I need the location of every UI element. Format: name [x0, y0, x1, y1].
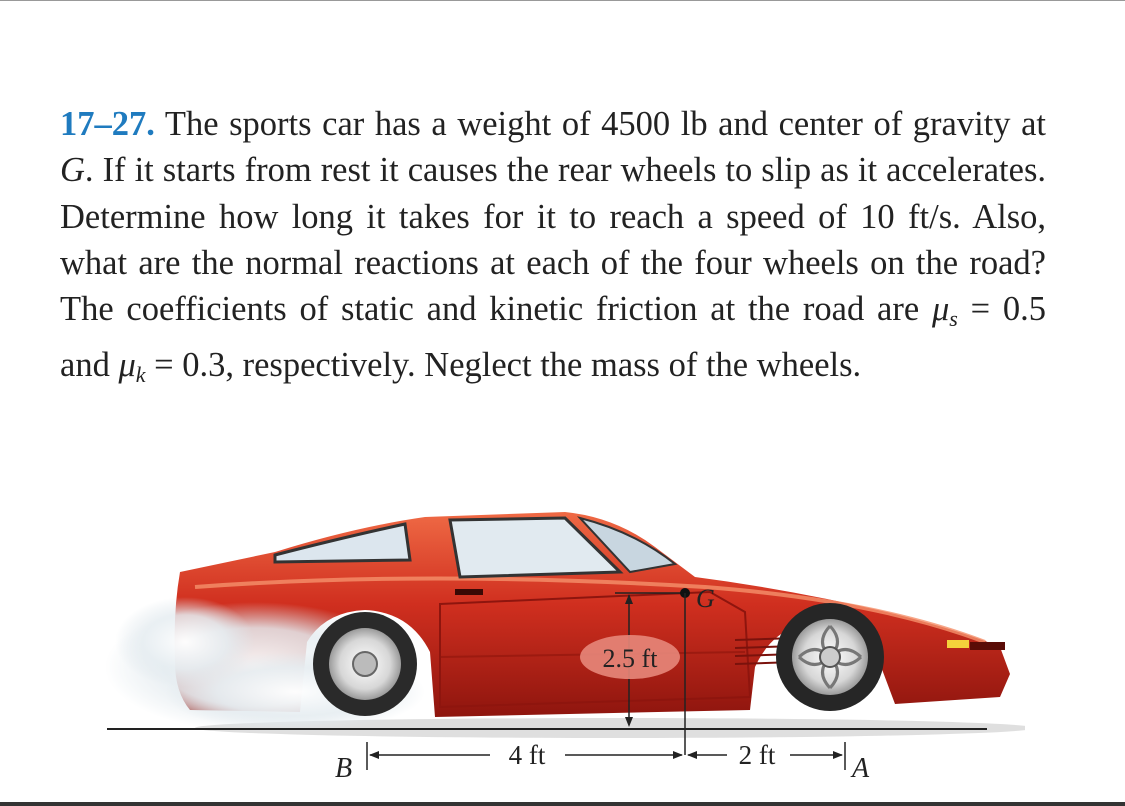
front-grille [970, 642, 1005, 650]
dimension-left-label: 4 ft [508, 740, 546, 770]
sports-car-figure [95, 492, 1025, 792]
point-b-label: B [335, 753, 353, 784]
top-rule [0, 0, 1125, 1]
problem-text-part-2: . If it starts from rest it causes the rear wheels to slip as it accelerates. Determine how long it takes for it to reach a speed of 10 ft/s. Also, what are the normal reactions at each of the four wheels on the road? The coefficients of static and kinetic friction at the road are [60, 151, 1046, 329]
mu-k-value: = 0.3, respectively. Neglect the mass of the wheels. [145, 346, 862, 385]
rear-wheel [313, 612, 417, 716]
point-a-label: A [852, 753, 870, 784]
front-signal-light [947, 640, 969, 648]
dimension-right-label: 2 ft [738, 740, 776, 770]
mu-s-symbol: μ [931, 290, 950, 329]
mu-k-symbol: μ [118, 346, 136, 385]
mu-k-subscript: k [135, 362, 146, 388]
height-label: 2.5 ft [602, 644, 658, 673]
mu-s-subscript: s [949, 306, 958, 332]
front-wheel [776, 603, 884, 711]
center-of-gravity-symbol: G [60, 151, 85, 190]
problem-text-part-1: The sports car has a weight of 4500 lb and center of gravity at [164, 105, 1046, 143]
problem-number: 17–27. [60, 105, 155, 143]
problem-statement [60, 101, 1046, 399]
bottom-rule [0, 802, 1125, 806]
g-label: G [696, 584, 715, 613]
mu-s-value: = 0.5 and [60, 290, 1047, 385]
sports-car-illustration [95, 492, 1025, 792]
